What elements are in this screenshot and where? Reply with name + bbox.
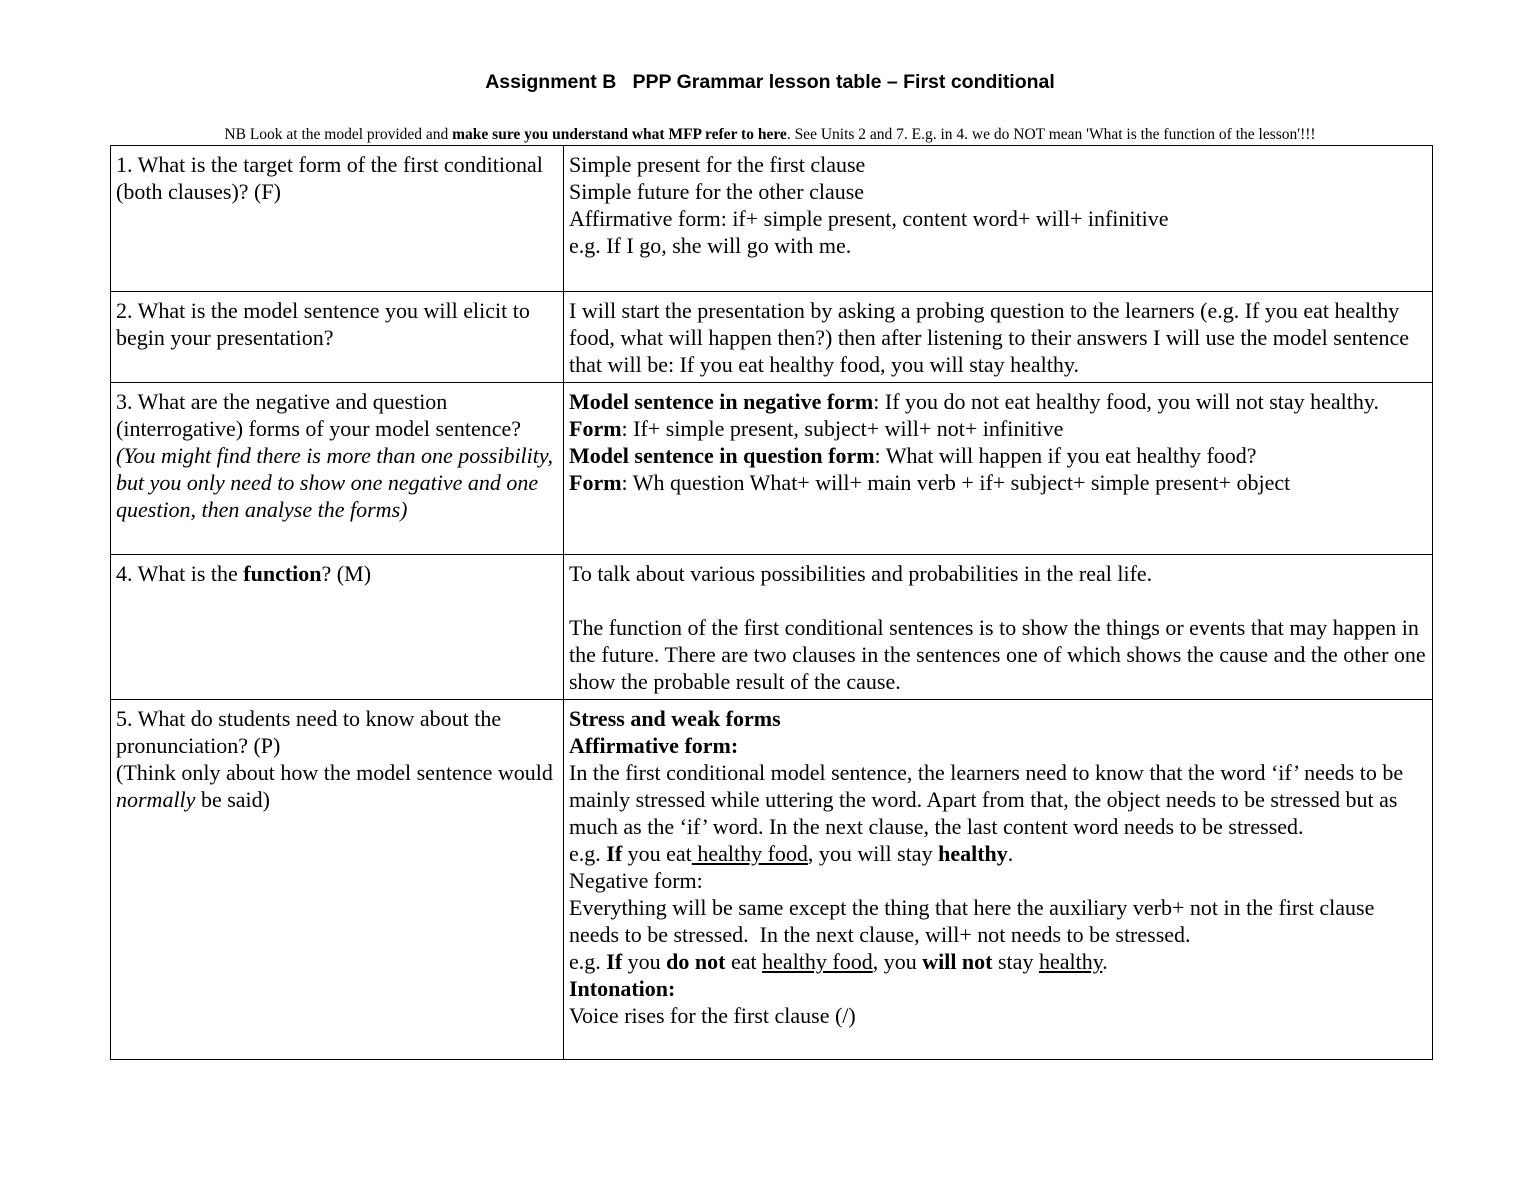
example-part: , you [872,949,923,974]
example-part: you [622,949,667,974]
stressed-word: do not [666,949,726,974]
underlined-words: healthy food [691,841,808,866]
section-heading: Stress and weak forms [569,706,781,731]
answer-cell-form [564,146,1433,292]
answer-line [569,442,1427,469]
table-row [111,383,1433,555]
answer-text: : Wh question What+ will+ main verb + if+ subject+ simple present+ object [621,470,1291,495]
answer-line [569,415,1427,442]
stressed-word: healthy [938,841,1008,866]
answer-text: : If you do not eat healthy food, you will not stay healthy. [873,389,1379,414]
table-row [111,555,1433,700]
section-heading: Negative form: [569,868,703,893]
stressed-word: will not [922,949,993,974]
answer-paragraph: Everything will be same except the thing that here the auxiliary verb+ not in the first clause needs to be stressed. In the next clause, will+ not needs to be stressed. [569,895,1380,947]
answer-line: Affirmative form: if+ simple present, content word+ will+ infinitive [569,206,1169,231]
example-part: you eat [622,841,692,866]
section-heading: Intonation: [569,976,676,1001]
stressed-word: If [606,949,623,974]
example-sentence [569,840,1427,867]
spacer [569,587,1427,614]
note-text: NB Look at the model provided and [224,126,453,143]
question-text: 4. What is the [116,561,244,586]
question-text: 5. What do students need to know about the pronunciation? (P) [116,706,507,758]
answer-text: I will start the presentation by asking a probing question to the learners (e.g. If you eat healthy food, what will happen then?) then after listening to their answers I will use the model sentence that will be: If you eat healthy food, you will stay healthy. [569,298,1410,377]
answer-label: Form [569,416,622,441]
section-heading: Affirmative form: [569,733,739,758]
question-text: 2. What is the model sentence you will elicit to begin your presentation? [116,298,530,350]
note-emphasis: make sure you understand what MFP refer to here [452,126,787,143]
answer-cell-negative-question [564,383,1433,555]
answer-label: Model sentence in negative form [569,389,874,414]
document-title: Assignment B PPP Grammar lesson table – First conditional [485,71,1055,93]
lesson-table [110,145,1433,1060]
answer-paragraph: In the first conditional model sentence, the learners need to know that the word ‘if’ needs to be mainly stressed while uttering the word. Apart from that, the object needs to be stressed but as much as the ‘if’ word. In the next clause, the last content word needs to be stressed. [569,760,1409,839]
stressed-word: If [606,841,623,866]
example-sentence [569,948,1427,975]
answer-line: The function of the first conditional sentences is to show the things or events that may happen in the future. There are two clauses in the sentences one of which shows the cause and the other one show the probable result of the cause. [569,615,1432,694]
answer-cell-pronunciation [564,700,1433,1060]
answer-label: Form [569,470,622,495]
question-note-text: (Think only about how the model sentence would [116,760,559,785]
question-cell-form [111,146,564,292]
example-part: . [1007,841,1014,866]
answer-text: : If+ simple present, subject+ will+ not+ infinitive [621,416,1064,441]
answer-line [569,469,1427,496]
note-text-end: . See Units 2 and 7. E.g. in 4. we do NOT mean 'What is the function of the lesson'!!! [786,126,1316,143]
question-text-end: ? (M) [321,561,372,586]
table-row [111,700,1433,1060]
question-text: 3. What are the negative and question (interrogative) forms of your model sentence? [116,389,522,441]
answer-line: Simple present for the first clause [569,152,866,177]
underlined-words: healthy food [762,949,873,974]
example-part: e.g. [569,841,607,866]
question-note-emphasis: normally [116,787,196,812]
question-cell-negative-question [111,383,564,555]
question-cell-model-sentence [111,292,564,383]
answer-line: Simple future for the other clause [569,179,865,204]
answer-cell-model-sentence [564,292,1433,383]
answer-line: Voice rises for the first clause (/) [569,1003,856,1028]
instruction-note [0,126,1540,144]
question-note: (You might find there is more than one possibility, but you only need to show one negative and one question, then analyse the forms) [116,443,559,522]
question-emphasis: function [243,561,322,586]
underlined-words: healthy [1038,949,1103,974]
example-part: e.g. [569,949,607,974]
question-note [116,759,558,813]
question-cell-function [111,555,564,700]
answer-text: : What will happen if you eat healthy food? [874,443,1257,468]
question-cell-pronunciation [111,700,564,1060]
table-row [111,292,1433,383]
example-part: . [1102,949,1108,974]
question-text: 1. What is the target form of the first conditional (both clauses)? (F) [116,152,543,204]
example-part: stay [992,949,1039,974]
example-part: , you will stay [807,841,939,866]
example-part: eat [725,949,763,974]
answer-label: Model sentence in question form [569,443,875,468]
answer-line [569,388,1427,415]
table-row [111,146,1433,292]
answer-cell-function [564,555,1433,700]
answer-line: e.g. If I go, she will go with me. [569,233,852,258]
answer-line: To talk about various possibilities and probabilities in the real life. [569,561,1153,586]
question-note-end: be said) [195,787,270,812]
